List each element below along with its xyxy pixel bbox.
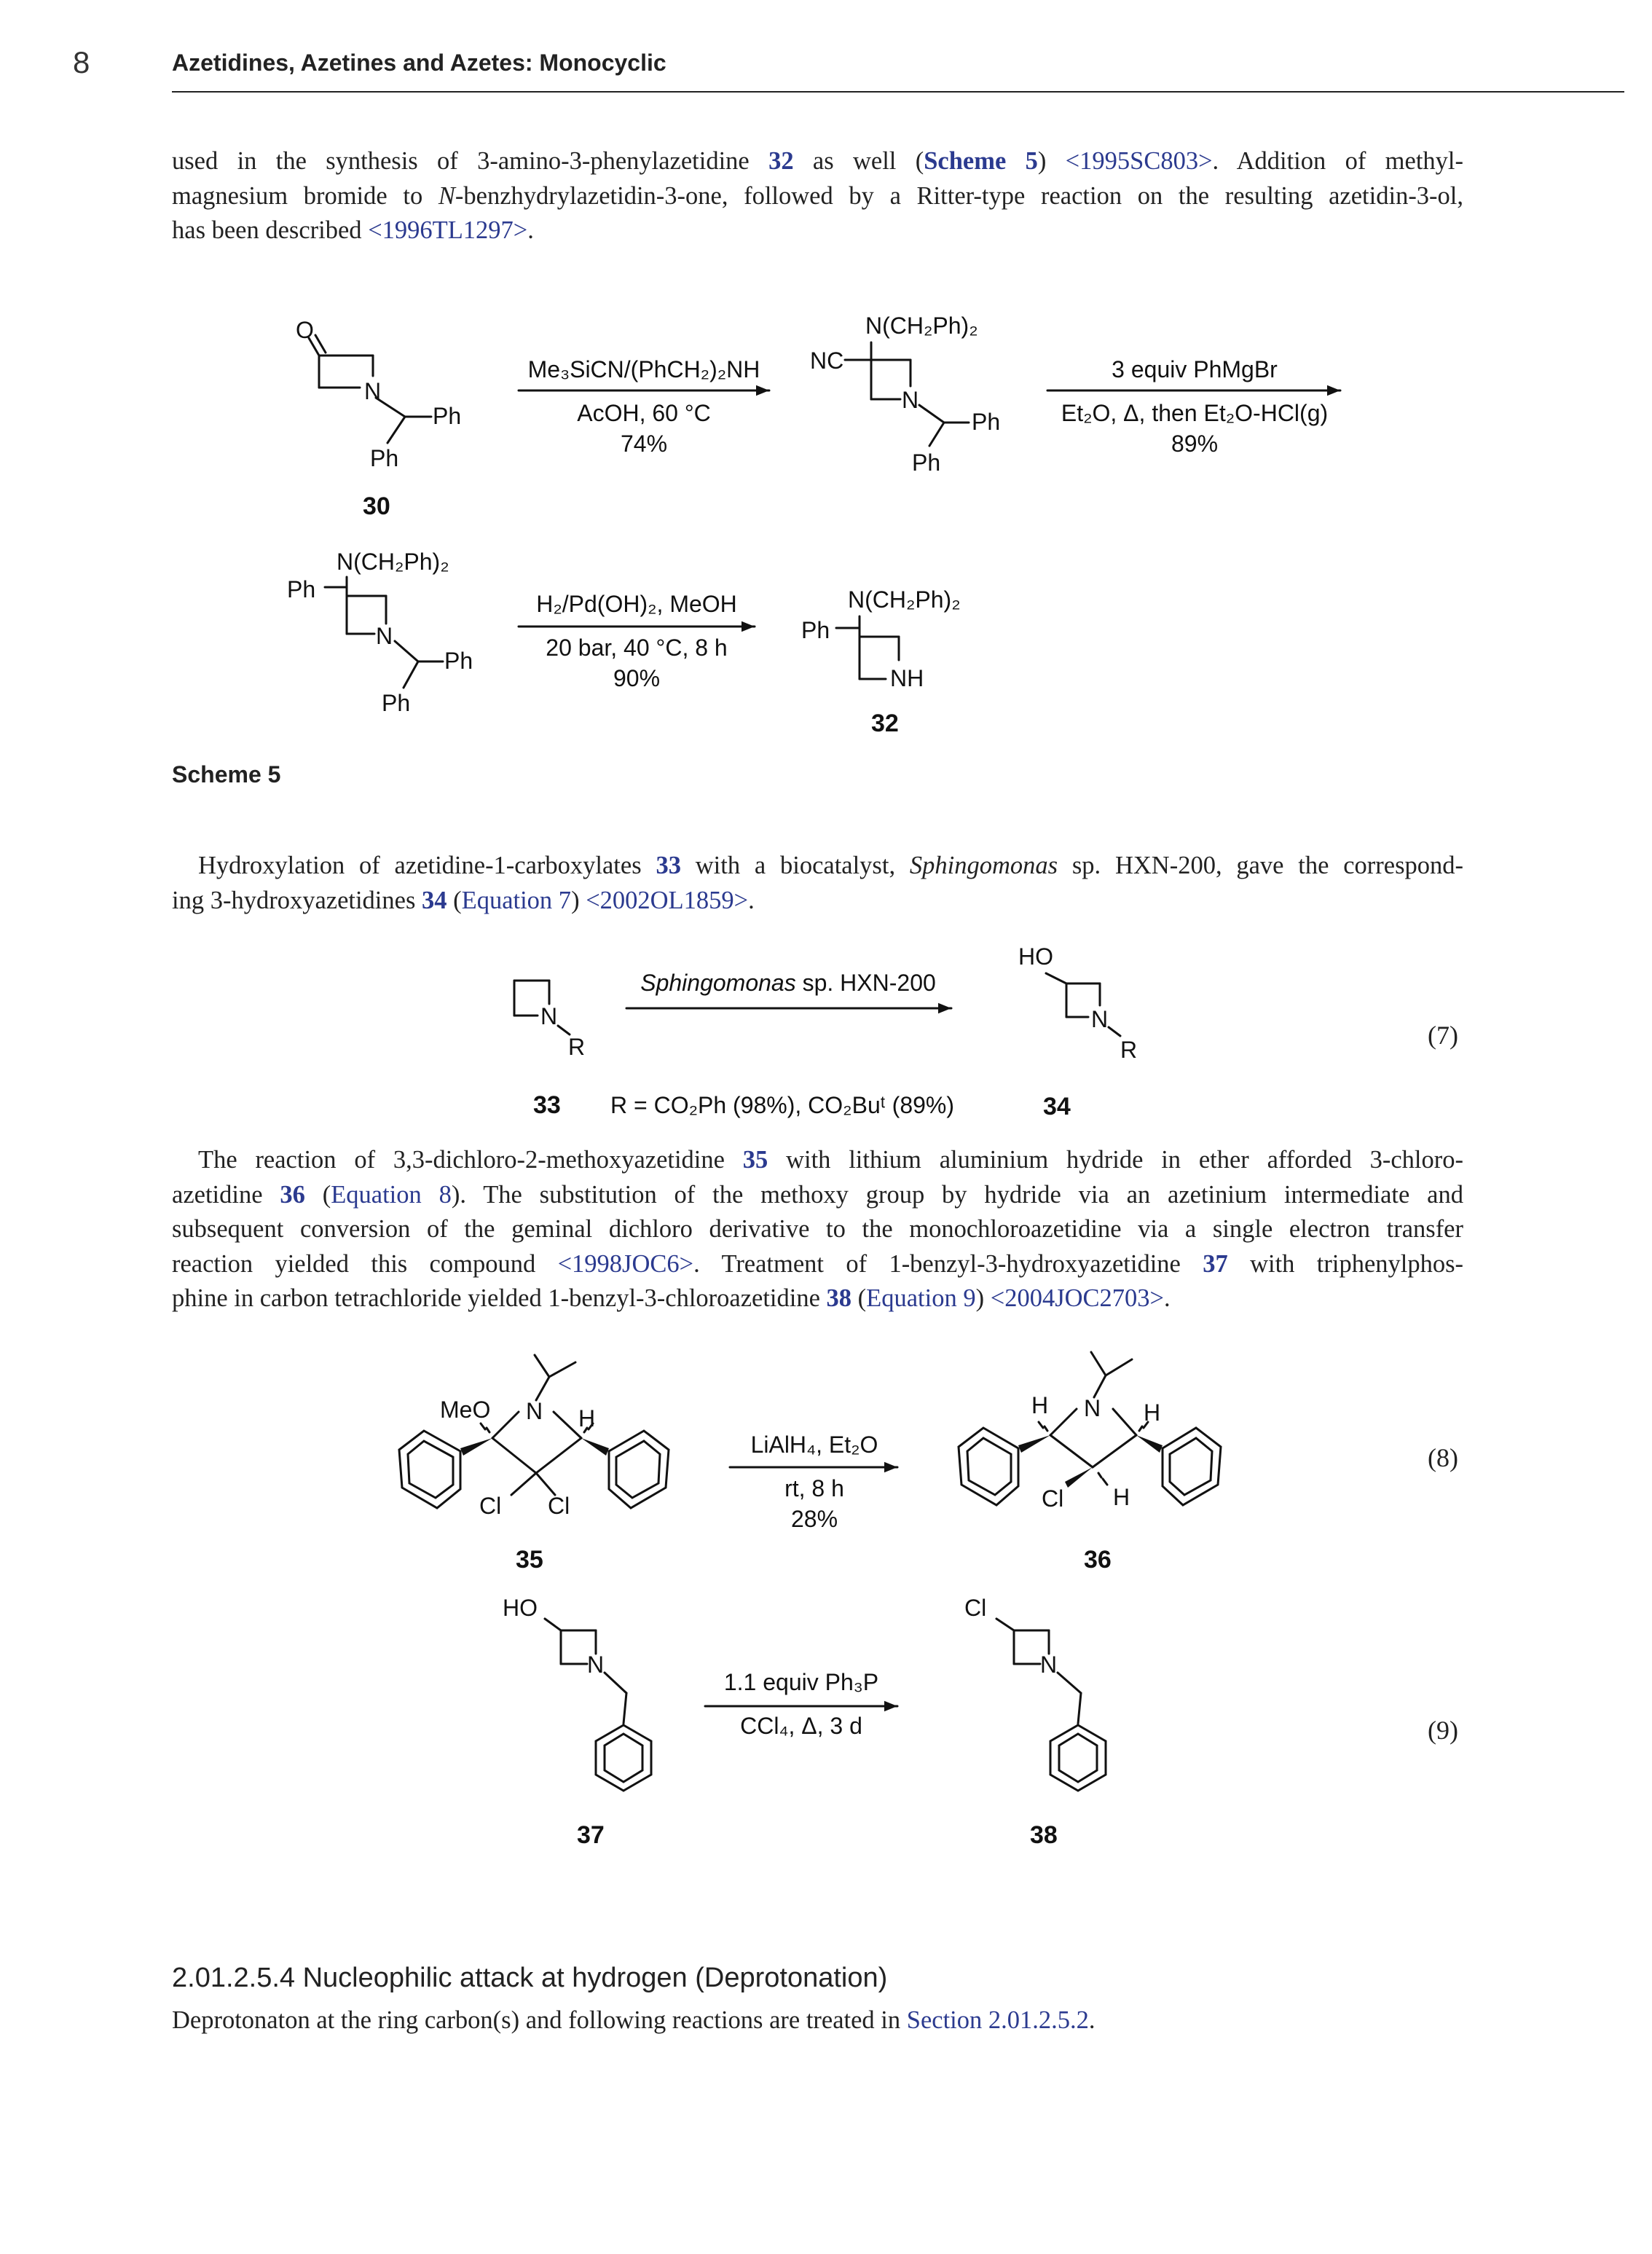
compound-ref-35[interactable]: 35 bbox=[742, 1146, 768, 1174]
text: ) bbox=[975, 1284, 991, 1312]
phenyl-label: Ph bbox=[801, 617, 830, 643]
condition-label: CCl₄, Δ, 3 d bbox=[740, 1713, 862, 1739]
phenyl-label: Ph bbox=[370, 445, 399, 471]
compound-label-38: 38 bbox=[1030, 1821, 1058, 1849]
text: ) bbox=[571, 886, 586, 914]
text: -benzhydrylazetidin-3-one, followed by a Ritter-type reaction on the resulting azetidin-3-ol, bbox=[455, 181, 1464, 210]
section-link[interactable]: Section 2.01.2.5.2 bbox=[906, 2006, 1089, 2034]
text: sp. HXN-200, gave the correspond- bbox=[1058, 852, 1464, 879]
text: . bbox=[527, 216, 534, 244]
reagent-label bbox=[640, 970, 936, 996]
reagent-label: LiAlH₄, Et₂O bbox=[750, 1432, 878, 1458]
equation-7-link[interactable]: Equation 7 bbox=[461, 886, 572, 914]
phenyl-label: Ph bbox=[444, 648, 473, 674]
hydroxyl-label: HO bbox=[1018, 943, 1053, 970]
phenyl-label: Ph bbox=[972, 409, 1001, 435]
reagent-italic: Sphingomonas bbox=[640, 970, 796, 996]
equation-number-7: (7) bbox=[1428, 1021, 1458, 1050]
phenyl-label: Ph bbox=[382, 690, 411, 716]
nitrogen-label: N bbox=[1040, 1652, 1058, 1678]
citation-link[interactable]: <1998JOC6> bbox=[557, 1249, 694, 1278]
text: . bbox=[748, 886, 755, 914]
nitrogen-label: N bbox=[364, 378, 382, 404]
reaction-arrow-8 bbox=[730, 1432, 897, 1532]
text: used in the synthesis of 3-amino-3-phenylazetidine bbox=[172, 147, 769, 175]
nitrogen-label: N bbox=[1084, 1395, 1101, 1421]
nh-label: NH bbox=[890, 665, 924, 691]
compound-label-30: 30 bbox=[363, 492, 390, 520]
compound-label-34: 34 bbox=[1043, 1093, 1071, 1120]
citation-link[interactable]: <1996TL1297> bbox=[368, 216, 528, 244]
citation-link[interactable]: <1995SC803> bbox=[1065, 147, 1213, 175]
reagent-label: H₂/Pd(OH)₂, MeOH bbox=[536, 591, 737, 617]
equation-number-9: (9) bbox=[1428, 1716, 1458, 1745]
chloro-label: Cl bbox=[1042, 1485, 1064, 1512]
compound-38-structure bbox=[964, 1595, 1106, 1849]
text: with triphenylphos- bbox=[1227, 1249, 1464, 1278]
r-group-note: R = CO₂Ph (98%), CO₂Buᵗ (89%) bbox=[610, 1092, 955, 1118]
dibenzylamino-label: N(CH₂Ph)₂ bbox=[848, 586, 961, 613]
text: . Treatment of 1-benzyl-3-hydroxyazetidine bbox=[693, 1249, 1203, 1278]
text: ) bbox=[1037, 147, 1066, 175]
equation-number-8: (8) bbox=[1428, 1443, 1458, 1472]
text: . bbox=[1088, 2006, 1096, 2034]
compound-34-structure bbox=[1018, 943, 1137, 1120]
condition-label: rt, 8 h bbox=[784, 1475, 844, 1501]
dibenzylamino-label: N(CH₂Ph)₂ bbox=[865, 313, 978, 339]
text: with lithium aluminium hydride in ether afforded 3-chloro- bbox=[768, 1146, 1463, 1174]
page-number: 8 bbox=[73, 45, 90, 79]
section-heading: 2.01.2.5.4 Nucleophilic attack at hydrogen (Deprotonation) bbox=[172, 1963, 888, 1993]
r-group-label: R bbox=[1120, 1037, 1138, 1063]
chloro-label: Cl bbox=[479, 1493, 502, 1519]
text: Deprotonaton at the ring carbon(s) and following reactions are treated in bbox=[172, 2006, 907, 2034]
text: ). The substitution of the methoxy group by hydride via an azetinium intermediate and bbox=[451, 1180, 1463, 1209]
reaction-arrow-1 bbox=[519, 356, 769, 457]
text: ( bbox=[851, 1284, 867, 1312]
text: . Addition of methyl- bbox=[1212, 147, 1463, 175]
running-title: Azetidines, Azetines and Azetes: Monocyclic bbox=[172, 50, 666, 76]
phenyl-intermediate-structure bbox=[287, 549, 473, 716]
yield-label: 74% bbox=[620, 431, 668, 457]
yield-label: 28% bbox=[790, 1506, 838, 1532]
compound-label-35: 35 bbox=[516, 1546, 543, 1574]
hydroxyl-label: HO bbox=[503, 1595, 538, 1621]
equation-9-link[interactable]: Equation 9 bbox=[866, 1284, 976, 1312]
compound-ref-37[interactable]: 37 bbox=[1203, 1249, 1228, 1278]
text: with a biocatalyst, bbox=[680, 852, 910, 879]
citation-link[interactable]: <2002OL1859> bbox=[586, 886, 749, 914]
chloro-label: Cl bbox=[964, 1595, 987, 1621]
chloro-label: Cl bbox=[548, 1493, 570, 1519]
italic-text: N bbox=[438, 181, 455, 210]
nitrogen-label: N bbox=[540, 1003, 558, 1029]
reaction-arrow-2 bbox=[1047, 356, 1340, 457]
condition-label: AcOH, 60 °C bbox=[577, 400, 711, 426]
reaction-arrow-3 bbox=[519, 591, 755, 691]
nitrile-intermediate-structure bbox=[810, 313, 1000, 476]
compound-30-structure bbox=[296, 317, 461, 520]
methoxy-label: MeO bbox=[440, 1397, 491, 1423]
equation-8-link[interactable]: Equation 8 bbox=[331, 1180, 452, 1209]
reagent-label: Me₃SiCN/(PhCH₂)₂NH bbox=[527, 356, 760, 382]
phenyl-label: Ph bbox=[912, 449, 941, 476]
yield-label: 89% bbox=[1171, 431, 1219, 457]
text: reaction yielded this compound bbox=[172, 1249, 558, 1278]
text: ( bbox=[304, 1180, 331, 1209]
compound-ref-36[interactable]: 36 bbox=[280, 1180, 305, 1209]
compound-label-37: 37 bbox=[577, 1821, 605, 1849]
hydrogen-label: H bbox=[1113, 1484, 1130, 1510]
nitrogen-label: N bbox=[526, 1398, 543, 1424]
reaction-arrow-9 bbox=[705, 1669, 897, 1739]
text: . bbox=[1164, 1284, 1171, 1312]
compound-label-36: 36 bbox=[1084, 1546, 1112, 1574]
compound-label-32: 32 bbox=[871, 710, 899, 737]
phenyl-label: Ph bbox=[433, 403, 462, 429]
dibenzylamino-label: N(CH₂Ph)₂ bbox=[337, 549, 449, 575]
compound-35-structure bbox=[399, 1355, 669, 1574]
text: as well ( bbox=[793, 147, 924, 175]
phenyl-label: Ph bbox=[287, 576, 316, 602]
compound-37-structure bbox=[503, 1595, 651, 1849]
text: ( bbox=[447, 886, 462, 914]
text: Hydroxylation of azetidine-1-carboxylates bbox=[198, 852, 656, 879]
nitrogen-label: N bbox=[376, 623, 393, 649]
oxygen-label: O bbox=[296, 317, 314, 343]
nitrile-label: NC bbox=[810, 347, 844, 374]
hydrogen-label: H bbox=[1144, 1399, 1161, 1426]
compound-ref-33[interactable]: 33 bbox=[656, 852, 681, 879]
compound-32-structure bbox=[801, 586, 961, 737]
citation-link[interactable]: <2004JOC2703> bbox=[990, 1284, 1164, 1312]
scheme-5-link[interactable]: Scheme 5 bbox=[924, 147, 1038, 175]
yield-label: 90% bbox=[613, 665, 661, 691]
text-line: subsequent conversion of the geminal dichloro derivative to the monochloroazetidine via a single electron transfer bbox=[172, 1215, 1463, 1243]
compound-ref-34[interactable]: 34 bbox=[422, 886, 447, 914]
nitrogen-label: N bbox=[902, 387, 919, 413]
italic-text: Sphingomonas bbox=[909, 852, 1058, 879]
reaction-arrow-7 bbox=[610, 970, 954, 1118]
hydrogen-label: H bbox=[1031, 1392, 1049, 1418]
text: azetidine bbox=[172, 1180, 280, 1209]
compound-label-33: 33 bbox=[533, 1091, 561, 1119]
text: magnesium bromide to bbox=[172, 181, 438, 210]
condition-label: Et₂O, Δ, then Et₂O-HCl(g) bbox=[1061, 400, 1329, 426]
compound-ref-38[interactable]: 38 bbox=[826, 1284, 852, 1312]
r-group-label: R bbox=[568, 1034, 586, 1060]
nitrogen-label: N bbox=[1091, 1006, 1109, 1032]
reagent-label: 3 equiv PhMgBr bbox=[1112, 356, 1278, 382]
text: has been described bbox=[172, 216, 369, 244]
text: The reaction of 3,3-dichloro-2-methoxyazetidine bbox=[198, 1146, 743, 1174]
compound-36-structure bbox=[959, 1352, 1221, 1574]
nitrogen-label: N bbox=[587, 1652, 605, 1678]
text: phine in carbon tetrachloride yielded 1-benzyl-3-chloroazetidine bbox=[172, 1284, 827, 1312]
compound-ref-32[interactable]: 32 bbox=[768, 147, 794, 175]
hydrogen-label: H bbox=[578, 1405, 596, 1432]
text: ing 3-hydroxyazetidines bbox=[172, 886, 422, 914]
compound-33-structure bbox=[514, 981, 585, 1119]
condition-label: 20 bar, 40 °C, 8 h bbox=[546, 635, 728, 661]
reagent-label: 1.1 equiv Ph₃P bbox=[723, 1669, 879, 1695]
reagent-rest: sp. HXN-200 bbox=[795, 970, 936, 996]
scheme-5-label: Scheme 5 bbox=[172, 761, 281, 788]
